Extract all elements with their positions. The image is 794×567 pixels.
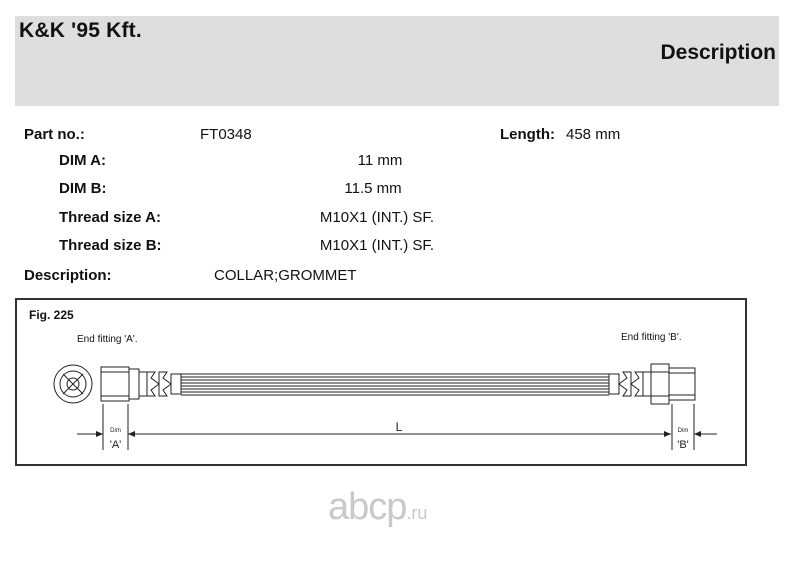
part-no-value: FT0348: [200, 126, 252, 143]
description-label: Description:: [24, 267, 112, 284]
dim-a-mark-text: Dim: [110, 428, 121, 434]
watermark: [328, 486, 427, 529]
dim-a-mark: 'A': [109, 439, 122, 451]
page-header: [15, 16, 779, 106]
page-title: Description: [660, 41, 776, 64]
fitting-a-body: [101, 367, 181, 401]
dim-b-mark: 'B': [677, 439, 689, 451]
hose-body: [181, 374, 609, 395]
figure-label: Fig. 225: [29, 308, 74, 322]
dim-b-value: 11.5 mm: [344, 180, 402, 197]
length-value: 458 mm: [566, 126, 621, 143]
fitting-b-body: [609, 364, 695, 404]
thread-a-label: Thread size A:: [59, 209, 161, 226]
dim-a-label: DIM A:: [59, 152, 106, 169]
brake-hose-drawing: [17, 300, 745, 464]
dim-b-mark-text: Dim: [677, 428, 689, 434]
end-fitting-b-label: End fitting 'B'.: [621, 332, 682, 343]
description-value: COLLAR;GROMMET: [214, 267, 357, 284]
length-label: Length:: [500, 126, 555, 143]
part-no-label: Part no.:: [24, 126, 85, 143]
fitting-a-end-view: [54, 365, 92, 403]
company-name: K&K '95 Kft.: [19, 19, 142, 42]
watermark-suffix: .ru: [406, 503, 428, 523]
dim-a-value: 11 mm: [357, 152, 403, 169]
length-mark: L: [395, 420, 403, 434]
dim-b-label: DIM B:: [59, 180, 107, 197]
watermark-text: abcp: [328, 486, 407, 528]
end-fitting-a-label: End fitting 'A'.: [77, 334, 138, 345]
thread-b-label: Thread size B:: [59, 237, 162, 254]
thread-a-value: M10X1 (INT.) SF.: [319, 209, 435, 226]
figure-frame: [15, 298, 747, 466]
thread-b-value: M10X1 (INT.) SF.: [319, 237, 435, 254]
